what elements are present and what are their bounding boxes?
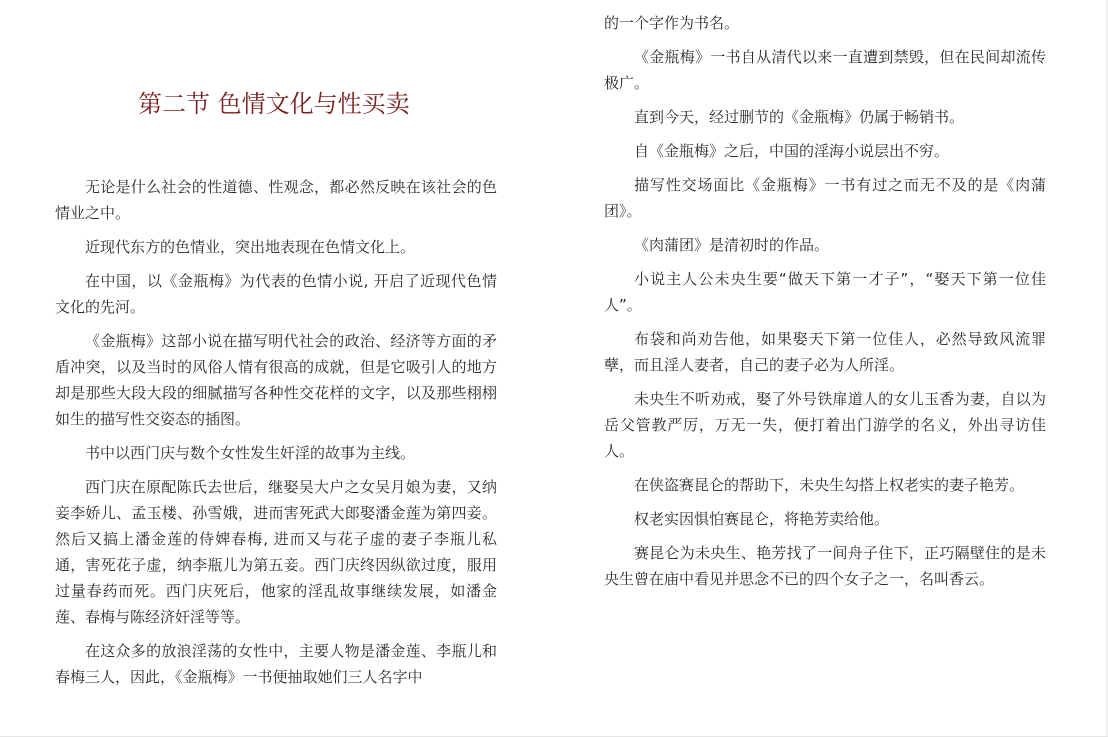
paragraph: 《肉蒲团》是清初时的作品。 — [634, 236, 830, 254]
paragraph: 在中国，以《金瓶梅》为代表的色情小说, 开启了近现代色情文化的先河。 — [55, 272, 497, 316]
paragraph: 西门庆在原配陈氏去世后，继娶吴大户之女吴月娘为妻，又纳妾李娇儿、孟玉楼、孙雪娥，进而害死武大郎娶潘金莲为第四妾。然后又搞上潘金莲的侍婢春梅, 进而又与花子虚的妻子李瓶儿私通，害死花子虚，纳李瓶儿为第五妾。西门庆终因纵欲过度，服用过量春药而死。西门庆死后，他家的淫乱故事继续发展，如潘金莲、春梅与陈经济奸淫等等。 — [55, 478, 497, 626]
paragraph: 无论是什么社会的性道德、性观念，都必然反映在该社会的色情业之中。 — [55, 178, 497, 222]
paragraph: 赛昆仑为未央生、艳芳找了一间舟子住下，正巧隔壁住的是未央生曾在庙中看见并思念不已的四个女子之一，名叫香云。 — [604, 544, 1046, 588]
paragraph: 近现代东方的色情业，突出地表现在色情文化上。 — [85, 238, 416, 256]
paragraph-continued: 的一个字作为书名。 — [604, 14, 740, 32]
right-page — [604, 0, 1046, 737]
right-page-body — [604, 10, 1046, 600]
left-page-body — [55, 174, 497, 698]
paragraph: 在侠盗赛昆仑的帮助下，未央生勾搭上权老实的妻子艳芳。 — [634, 476, 1025, 494]
paragraph: 未央生不听劝戒，娶了外号铁扉道人的女儿玉香为妻，自以为岳父管教严厉，万无一失，便打着出门游学的名义，外出寻访佳人。 — [604, 390, 1046, 460]
paragraph: 描写性交场面比《金瓶梅》一书有过之而无不及的是《肉蒲团》。 — [604, 176, 1046, 220]
section-title: 第二节 色情文化与性买卖 — [138, 90, 410, 118]
paragraph: 在这众多的放浪淫荡的女性中，主要人物是潘金莲、李瓶儿和春梅三人，因此，《金瓶梅》一书便抽取她们三人名字中 — [55, 642, 497, 686]
paragraph: 布袋和尚劝告他，如果娶天下第一位佳人，必然导致风流罪孽，而且淫人妻者，自己的妻子必为人所淫。 — [604, 330, 1046, 374]
paragraph: 直到今天，经过删节的《金瓶梅》仍属于畅销书。 — [634, 108, 965, 126]
paragraph: 小说主人公未央生要“做天下第一才子”，“娶天下第一位佳人”。 — [604, 270, 1046, 314]
left-page — [55, 0, 497, 737]
paragraph: 《金瓶梅》这部小说在描写明代社会的政治、经济等方面的矛盾冲突，以及当时的风俗人情有很高的成就，但是它吸引人的地方却是那些大段大段的细腻描写各种性交花样的文字，以及那些栩栩如生的描写性交姿态的插图。 — [55, 332, 497, 428]
paragraph: 书中以西门庆与数个女性发生奸淫的故事为主线。 — [85, 444, 416, 462]
paragraph: 《金瓶梅》一书自从清代以来一直遭到禁毁，但在民间却流传极广。 — [604, 48, 1046, 92]
paragraph: 权老实因惧怕赛昆仑，将艳芳卖给他。 — [634, 510, 890, 528]
paragraph: 自《金瓶梅》之后，中国的淫海小说层出不穷。 — [634, 142, 950, 160]
